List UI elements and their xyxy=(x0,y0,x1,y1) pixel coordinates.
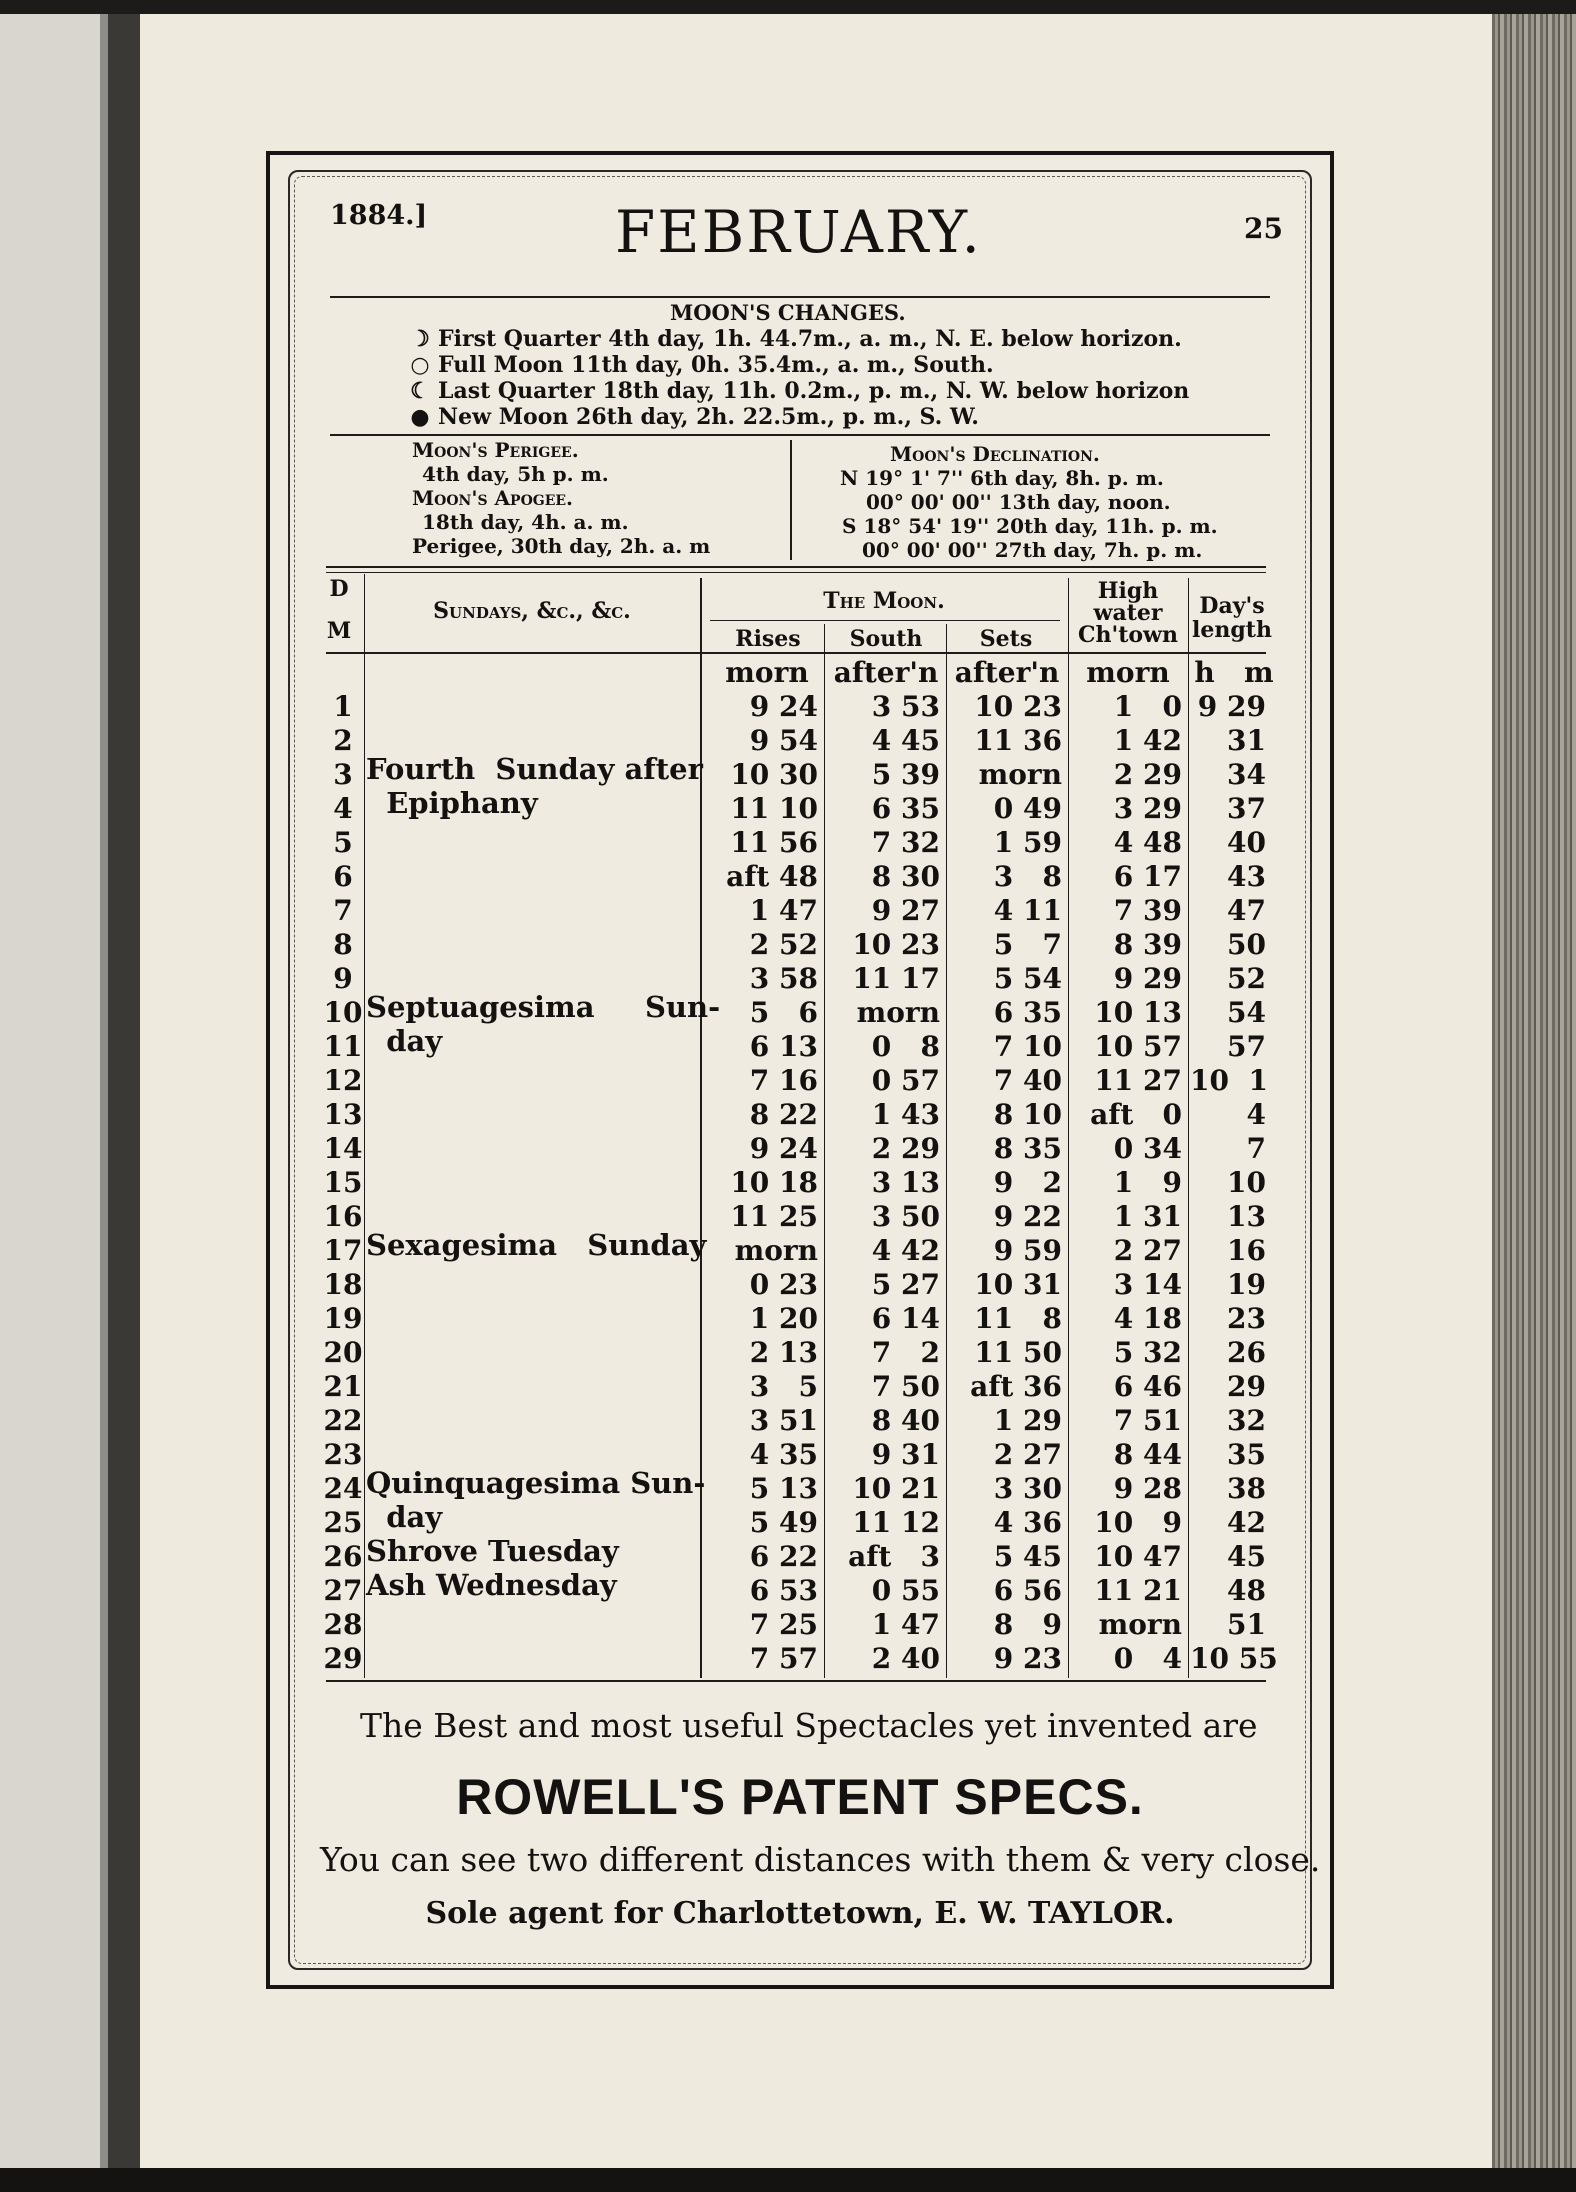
event-line: Sexagesima Sunday xyxy=(366,1228,707,1262)
moon-sets-cell: 6 56 xyxy=(993,1574,1062,1607)
day-length-cell: 43 xyxy=(1227,860,1266,893)
event-line: Fourth Sunday after xyxy=(366,752,703,786)
moon-sets-cell: 11 50 xyxy=(974,1336,1062,1369)
moon-rises-cell: 10 30 xyxy=(730,758,818,791)
day-length-cell: 45 xyxy=(1227,1540,1266,1573)
moon-rises-cell: 3 51 xyxy=(749,1404,818,1437)
event-line: Septuagesima Sun- xyxy=(366,990,721,1024)
high-water-cell: 11 27 xyxy=(1094,1064,1182,1097)
moon-sets-cell: 11 8 xyxy=(974,1302,1062,1335)
day-length-cell: 26 xyxy=(1227,1336,1266,1369)
rises-subheader: morn xyxy=(725,656,809,689)
perigee-line: Perigee, 30th day, 2h. a. m xyxy=(412,534,711,558)
moon-rises-cell: 11 56 xyxy=(730,826,818,859)
high-water-cell: 10 9 xyxy=(1094,1506,1182,1539)
day-length-cell: 32 xyxy=(1227,1404,1266,1437)
day-number: 3 xyxy=(333,758,353,791)
book-gutter xyxy=(108,14,140,2168)
advert-agent-line: Sole agent for Charlottetown, E. W. TAYLOR. xyxy=(425,1896,1175,1931)
last-quarter-icon: ☾ xyxy=(410,378,430,404)
high-water-cell: morn xyxy=(1098,1608,1182,1641)
col-south-header: South xyxy=(849,626,923,652)
moon-south-cell: 10 23 xyxy=(852,928,940,961)
moon-rises-cell: 4 35 xyxy=(749,1438,818,1471)
moon-south-cell: 3 13 xyxy=(871,1166,940,1199)
page-title: FEBRUARY. xyxy=(615,198,982,266)
high-water-cell: 6 17 xyxy=(1113,860,1182,893)
high-water-cell: 4 18 xyxy=(1113,1302,1182,1335)
moon-rises-cell: 6 53 xyxy=(749,1574,818,1607)
moon-sets-cell: 11 36 xyxy=(974,724,1062,757)
high-water-cell: 2 27 xyxy=(1113,1234,1182,1267)
moon-rises-cell: 3 5 xyxy=(749,1370,818,1403)
moon-change-item xyxy=(410,352,994,378)
day-number: 29 xyxy=(323,1642,363,1675)
moon-south-cell: 3 53 xyxy=(871,690,940,723)
moon-south-cell: 7 32 xyxy=(871,826,940,859)
page-edge-stack xyxy=(1492,14,1576,2168)
day-number: 7 xyxy=(333,894,353,927)
moon-sets-cell: 8 9 xyxy=(993,1608,1062,1641)
moon-south-cell: 0 55 xyxy=(871,1574,940,1607)
moon-south-cell: 8 40 xyxy=(871,1404,940,1437)
day-number: 17 xyxy=(323,1234,363,1267)
col-high-water-header xyxy=(1068,580,1188,646)
day-length-cell: 23 xyxy=(1227,1302,1266,1335)
table-top-rule-thin xyxy=(326,572,1266,573)
moon-south-cell: 1 47 xyxy=(871,1608,940,1641)
moon-rises-cell: 10 18 xyxy=(730,1166,818,1199)
moon-sets-cell: 1 59 xyxy=(993,826,1062,859)
advert-line: You can see two different distances with them & very close. xyxy=(320,1840,1321,1879)
moon-sets-cell: 3 30 xyxy=(993,1472,1062,1505)
declination-line: N 19° 1' 7'' 6th day, 8h. p. m. xyxy=(840,466,1164,490)
day-number: 16 xyxy=(323,1200,363,1233)
moon-south-cell: 11 12 xyxy=(852,1506,940,1539)
moon-south-cell: 0 57 xyxy=(871,1064,940,1097)
moon-south-cell: 5 27 xyxy=(871,1268,940,1301)
high-water-header-line: High xyxy=(1097,578,1159,604)
day-length-cell: 9 29 xyxy=(1197,690,1266,723)
advert-headline: ROWELL'S PATENT SPECS. xyxy=(456,1769,1144,1825)
moon-change-text: Full Moon 11th day, 0h. 35.4m., a. m., South. xyxy=(438,352,994,378)
high-water-cell: 3 29 xyxy=(1113,792,1182,825)
moon-south-cell: morn xyxy=(856,996,940,1029)
high-water-cell: 2 29 xyxy=(1113,758,1182,791)
high-water-cell: 3 14 xyxy=(1113,1268,1182,1301)
col-sundays-header: Sundays, &c., &c. xyxy=(433,598,631,624)
moon-sets-cell: 5 54 xyxy=(993,962,1062,995)
moon-sets-cell: 8 35 xyxy=(993,1132,1062,1165)
day-number: 23 xyxy=(323,1438,363,1471)
moon-changes-rule xyxy=(330,434,1270,436)
day-number: 10 xyxy=(323,996,363,1029)
high-water-header-line: Ch'town xyxy=(1077,622,1178,648)
day-number: 2 xyxy=(333,724,353,757)
day-length-cell: 52 xyxy=(1227,962,1266,995)
day-number: 8 xyxy=(333,928,353,961)
day-length-cell: 48 xyxy=(1227,1574,1266,1607)
day-number: 5 xyxy=(333,826,353,859)
event-entry: Ash Wednesday xyxy=(366,1568,617,1602)
moon-rises-cell: 1 47 xyxy=(749,894,818,927)
high-water-cell: aft 0 xyxy=(1090,1098,1182,1131)
moon-rises-cell: 5 13 xyxy=(749,1472,818,1505)
sets-subheader: after'n xyxy=(954,656,1060,689)
moon-header-rule xyxy=(710,620,1060,621)
day-number: 21 xyxy=(323,1370,363,1403)
day-length-cell: 37 xyxy=(1227,792,1266,825)
moon-sets-cell: 9 23 xyxy=(993,1642,1062,1675)
moon-rises-cell: 2 13 xyxy=(749,1336,818,1369)
high-water-divider xyxy=(1188,578,1189,1678)
day-length-cell: 34 xyxy=(1227,758,1266,791)
moon-sets-cell: aft 36 xyxy=(970,1370,1062,1403)
perigee-divider xyxy=(790,440,792,560)
moon-south-cell: 4 45 xyxy=(871,724,940,757)
high-water-cell: 10 57 xyxy=(1094,1030,1182,1063)
header-rule xyxy=(330,296,1270,298)
table-top-rule xyxy=(326,566,1266,568)
moon-change-text: Last Quarter 18th day, 11h. 0.2m., p. m., N. W. below horizon xyxy=(438,378,1190,404)
moon-sets-cell: 9 2 xyxy=(993,1166,1062,1199)
day-length-cell: 51 xyxy=(1227,1608,1266,1641)
moon-sets-cell: 4 11 xyxy=(993,894,1062,927)
moon-changes-title: MOON'S CHANGES. xyxy=(670,300,906,325)
moon-south-cell: 1 43 xyxy=(871,1098,940,1131)
high-water-cell: 9 29 xyxy=(1113,962,1182,995)
moon-rises-cell: 9 24 xyxy=(749,690,818,723)
high-water-cell: 4 48 xyxy=(1113,826,1182,859)
moon-south-cell: 6 14 xyxy=(871,1302,940,1335)
high-water-cell: 10 13 xyxy=(1094,996,1182,1029)
moon-sets-cell: 0 49 xyxy=(993,792,1062,825)
advert-line: The Best and most useful Spectacles yet invented are xyxy=(360,1706,1258,1745)
moon-sets-cell: 7 10 xyxy=(993,1030,1062,1063)
moon-south-cell: 10 21 xyxy=(852,1472,940,1505)
moon-sets-cell: 6 35 xyxy=(993,996,1062,1029)
moon-sets-cell: 4 36 xyxy=(993,1506,1062,1539)
moon-south-cell: 9 27 xyxy=(871,894,940,927)
event-entry xyxy=(366,1228,706,1262)
high-water-cell: 7 51 xyxy=(1113,1404,1182,1437)
day-length-cell: 38 xyxy=(1227,1472,1266,1505)
high-water-cell: 11 21 xyxy=(1094,1574,1182,1607)
event-entry xyxy=(366,752,703,820)
high-water-cell: 0 4 xyxy=(1113,1642,1182,1675)
moon-south-cell: 2 40 xyxy=(871,1642,940,1675)
apogee-line: 18th day, 4h. a. m. xyxy=(422,510,629,534)
table-header-rule xyxy=(326,652,1266,654)
high-water-cell: 6 46 xyxy=(1113,1370,1182,1403)
high-water-cell: 8 44 xyxy=(1113,1438,1182,1471)
event-entry xyxy=(366,990,720,1058)
high-water-cell: 0 34 xyxy=(1113,1132,1182,1165)
scan-bottom-edge xyxy=(0,2168,1576,2192)
high-water-subheader: morn xyxy=(1086,656,1170,689)
day-number: 4 xyxy=(333,792,353,825)
moon-south-cell: 7 50 xyxy=(871,1370,940,1403)
day-length-cell: 10 xyxy=(1227,1166,1266,1199)
high-water-cell: 1 42 xyxy=(1113,724,1182,757)
moon-south-cell: 5 39 xyxy=(871,758,940,791)
day-number: 28 xyxy=(323,1608,363,1641)
moon-south-cell: 4 42 xyxy=(871,1234,940,1267)
moon-rises-cell: 9 54 xyxy=(749,724,818,757)
moon-south-cell: 6 35 xyxy=(871,792,940,825)
high-water-cell: 5 32 xyxy=(1113,1336,1182,1369)
moon-rises-cell: 11 10 xyxy=(730,792,818,825)
table-bottom-rule xyxy=(326,1680,1266,1682)
moon-change-item xyxy=(410,378,1189,404)
page-number: 25 xyxy=(1244,212,1283,245)
days-length-subheader: h m xyxy=(1194,656,1274,689)
day-number: 6 xyxy=(333,860,353,893)
day-number: 27 xyxy=(323,1574,363,1607)
day-number: 15 xyxy=(323,1166,363,1199)
day-number: 12 xyxy=(323,1064,363,1097)
moon-sets-cell: 2 27 xyxy=(993,1438,1062,1471)
moon-rises-cell: aft 48 xyxy=(726,860,818,893)
event-entry: Shrove Tuesday xyxy=(366,1534,619,1568)
moon-sets-cell: 5 45 xyxy=(993,1540,1062,1573)
moon-sets-cell: 3 8 xyxy=(993,860,1062,893)
apogee-line: Moon's Apogee. xyxy=(412,486,574,510)
moon-rises-cell: 7 57 xyxy=(749,1642,818,1675)
event-line: day xyxy=(366,1024,443,1058)
moon-rises-cell: 9 24 xyxy=(749,1132,818,1165)
moon-south-cell: 7 2 xyxy=(871,1336,940,1369)
moon-rises-cell: 2 52 xyxy=(749,928,818,961)
event-entry xyxy=(366,1466,705,1534)
declination-line: 00° 00' 00'' 27th day, 7h. p. m. xyxy=(862,538,1203,562)
day-length-cell: 35 xyxy=(1227,1438,1266,1471)
days-length-header-line: length xyxy=(1192,617,1272,643)
day-length-cell: 19 xyxy=(1227,1268,1266,1301)
moon-rises-cell: 7 16 xyxy=(749,1064,818,1097)
moon-rises-cell: 5 6 xyxy=(749,996,818,1029)
moon-south-cell: aft 3 xyxy=(848,1540,940,1573)
day-number: 26 xyxy=(323,1540,363,1573)
moon-south-cell: 0 8 xyxy=(871,1030,940,1063)
moon-sets-cell: 8 10 xyxy=(993,1098,1062,1131)
col-days-length-header xyxy=(1188,594,1276,642)
day-number: 9 xyxy=(333,962,353,995)
moon-sets-cell: 7 40 xyxy=(993,1064,1062,1097)
scan-top-edge xyxy=(0,0,1576,14)
day-length-cell: 47 xyxy=(1227,894,1266,927)
day-length-cell: 10 1 xyxy=(1190,1064,1268,1097)
moon-sets-cell: 9 59 xyxy=(993,1234,1062,1267)
declination-line: 00° 00' 00'' 13th day, noon. xyxy=(866,490,1171,514)
day-length-cell: 42 xyxy=(1227,1506,1266,1539)
high-water-cell: 1 31 xyxy=(1113,1200,1182,1233)
day-length-cell: 57 xyxy=(1227,1030,1266,1063)
moon-south-cell: 2 29 xyxy=(871,1132,940,1165)
full-moon-icon: ○ xyxy=(410,352,430,378)
moon-sets-cell: 10 31 xyxy=(974,1268,1062,1301)
day-number: 20 xyxy=(323,1336,363,1369)
day-number: 13 xyxy=(323,1098,363,1131)
day-number: 14 xyxy=(323,1132,363,1165)
day-divider xyxy=(364,574,365,1678)
day-length-cell: 13 xyxy=(1227,1200,1266,1233)
perigee-line: 4th day, 5h p. m. xyxy=(422,462,609,486)
south-subheader: after'n xyxy=(833,656,939,689)
moon-change-text: New Moon 26th day, 2h. 22.5m., p. m., S. W. xyxy=(438,404,979,430)
moon-sets-cell: morn xyxy=(978,758,1062,791)
moon-south-cell: 3 50 xyxy=(871,1200,940,1233)
moon-rises-cell: 1 20 xyxy=(749,1302,818,1335)
day-number: 18 xyxy=(323,1268,363,1301)
new-moon-icon: ● xyxy=(410,404,430,430)
moon-change-item xyxy=(410,404,979,430)
moon-change-item xyxy=(410,326,1182,352)
day-number: 1 xyxy=(333,690,353,723)
high-water-cell: 7 39 xyxy=(1113,894,1182,927)
day-number: 25 xyxy=(323,1506,363,1539)
year-label: 1884.] xyxy=(330,200,428,231)
high-water-cell: 1 0 xyxy=(1113,690,1182,723)
perigee-line: Moon's Perigee. xyxy=(412,438,579,462)
moon-south-cell: 11 17 xyxy=(852,962,940,995)
moon-sets-cell: 5 7 xyxy=(993,928,1062,961)
moon-rises-cell: 0 23 xyxy=(749,1268,818,1301)
day-number: 11 xyxy=(323,1030,363,1063)
moon-rises-cell: 5 49 xyxy=(749,1506,818,1539)
col-m-header: M xyxy=(326,618,352,644)
moon-rises-cell: morn xyxy=(734,1234,818,1267)
high-water-cell: 8 39 xyxy=(1113,928,1182,961)
high-water-cell: 9 28 xyxy=(1113,1472,1182,1505)
declination-line: S 18° 54' 19'' 20th day, 11h. p. m. xyxy=(842,514,1218,538)
moon-south-cell: 9 31 xyxy=(871,1438,940,1471)
moon-sets-cell: 10 23 xyxy=(974,690,1062,723)
col-moon-header: The Moon. xyxy=(823,588,945,614)
event-line: day xyxy=(366,1500,443,1534)
day-number: 19 xyxy=(323,1302,363,1335)
col-rises-header: Rises xyxy=(735,626,801,652)
day-length-cell: 7 xyxy=(1246,1132,1266,1165)
day-length-cell: 16 xyxy=(1227,1234,1266,1267)
moon-sets-cell: 1 29 xyxy=(993,1404,1062,1437)
moon-rises-cell: 6 13 xyxy=(749,1030,818,1063)
moon-rises-cell: 11 25 xyxy=(730,1200,818,1233)
high-water-cell: 1 9 xyxy=(1113,1166,1182,1199)
high-water-header-line: water xyxy=(1093,600,1163,626)
moon-change-text: First Quarter 4th day, 1h. 44.7m., a. m., N. E. below horizon. xyxy=(438,326,1182,352)
moon-south-cell: 8 30 xyxy=(871,860,940,893)
day-length-cell: 50 xyxy=(1227,928,1266,961)
moon-rises-cell: 6 22 xyxy=(749,1540,818,1573)
moon-rises-cell: 8 22 xyxy=(749,1098,818,1131)
day-number: 24 xyxy=(323,1472,363,1505)
gutter-edge xyxy=(100,14,108,2168)
col-sets-header: Sets xyxy=(979,626,1033,652)
event-line: Epiphany xyxy=(366,786,538,820)
days-length-header-line: Day's xyxy=(1199,593,1265,619)
moon-sets-cell: 9 22 xyxy=(993,1200,1062,1233)
col-d-header: D xyxy=(329,576,349,602)
high-water-cell: 10 47 xyxy=(1094,1540,1182,1573)
day-length-cell: 29 xyxy=(1227,1370,1266,1403)
first-quarter-icon: ☽ xyxy=(410,326,430,352)
day-length-cell: 31 xyxy=(1227,724,1266,757)
event-line: Quinquagesima Sun- xyxy=(366,1466,706,1500)
declination-title: Moon's Declination. xyxy=(890,442,1100,466)
day-length-cell: 54 xyxy=(1227,996,1266,1029)
moon-rises-cell: 7 25 xyxy=(749,1608,818,1641)
day-number: 22 xyxy=(323,1404,363,1437)
moon-rises-cell: 3 58 xyxy=(749,962,818,995)
day-length-cell: 10 55 xyxy=(1190,1642,1278,1675)
day-length-cell: 4 xyxy=(1246,1098,1266,1131)
day-length-cell: 40 xyxy=(1227,826,1266,859)
